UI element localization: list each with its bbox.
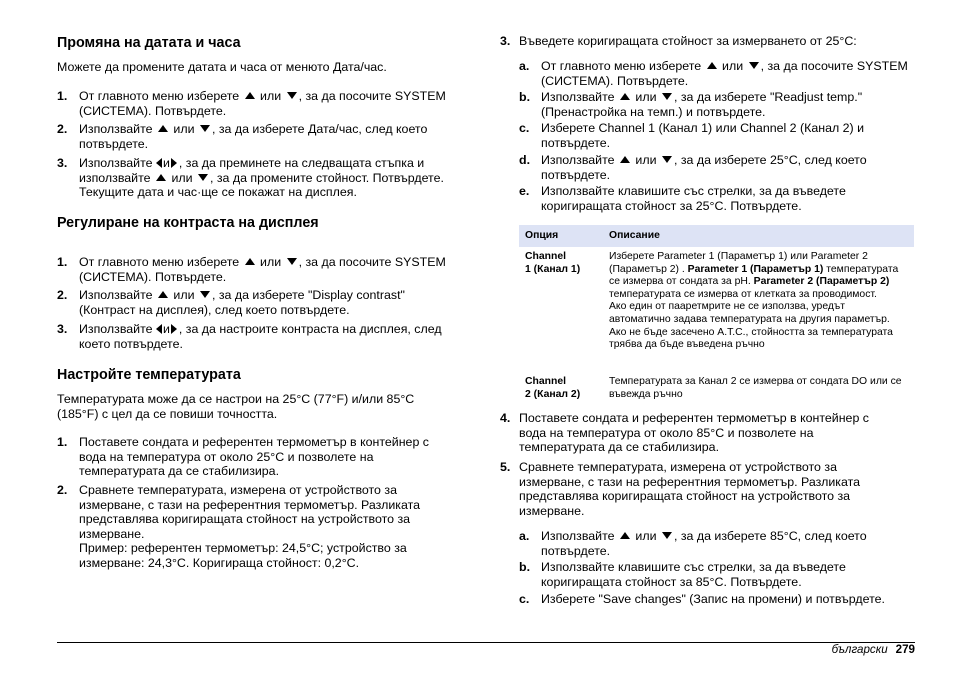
contrast-section-title: Регулиране на контраста на дисплея [57, 215, 319, 231]
table-row-channel-1-description: Изберете Parameter 1 (Параметър 1) или Parameter 2 (Параметър 2) . Parameter 1 (Параметър 1) температурата се измерва от сондата за pH. Parameter 2 (Параметър 2) температурата се измерва от клетката за проводимост. Ако един от пааретмрите не се използва, уредът автоматично задава температурата на другия параметър. Ако не бъде засечено A.T.C., стойността за температурата трябва да бъде въведена ръчно [609, 251, 899, 351]
temp-step-5: 5. Сравнете температурата, измерена от устройството за измерване, с тази на референтния термометър. Разликата представлява коригиращата стойност на устройството за измерване. [500, 460, 861, 518]
arrow-up-icon [620, 93, 630, 100]
date-section-title: Промяна на датата и часа [57, 35, 241, 51]
date-step-1: 1. От главното меню изберете или , за да посочите SYSTEM (СИСТЕМА). Потвърдете. [57, 89, 446, 118]
contrast-step-2: 2. Използвайте или , за да изберете "Display contrast" (Контраст на дисплея), след което потвърдете. [57, 288, 405, 317]
temp-step-1: 1. Поставете сондата и референтен термометър в контейнер с вода на температура от около 25°C и позволете на температурата да се стабилизира. [57, 435, 429, 478]
date-step-2: 2. Използвайте или , за да изберете Дата/час, след което потвърдете. [57, 122, 428, 151]
footer-language: български [831, 643, 888, 656]
temp-example: Пример: референтен термометър: 24,5°C; устройство за измерване: 24,3°C. Коригираща стойност: 0,2°C. [79, 541, 407, 570]
arrow-up-icon [245, 258, 255, 265]
arrow-down-icon [200, 125, 210, 132]
contrast-step-3: 3. Използвайте и , за да настроите контраста на дисплея, след което потвърдете. [57, 322, 442, 351]
temp-section-title: Настройте температурата [57, 367, 241, 383]
temp-step-5a: a. Използвайте или , за да изберете 85°C, след което потвърдете. [519, 529, 867, 558]
date-step-3: 3. Използвайте и , за да преминете на следващата стъпка и използвайте или , за да промените стойност. Потвърдете. Текущите дата и час·ще се покажат на дисплея. [57, 156, 444, 199]
temp-step-2: 2. Сравнете температурата, измерена от устройството за измерване, с тази на референтния термометър. Разликата представлява коригиращата стойност на устройството за измерване. Пример: референтен термометър: 24,5°C; устройство за измерване: 24,3°C. Коригираща стойност: 0,2°C. [57, 483, 421, 570]
temp-step-3e: e. Използвайте клавишите със стрелки, за да въведете коригиращата стойност за 25°C. Потвърдете. [519, 184, 846, 213]
temp-step-3c: c. Изберете Channel 1 (Канал 1) или Channel 2 (Канал 2) и потвърдете. [519, 121, 865, 150]
table-row-channel-2-option: Channel 2 (Канал 2) [525, 376, 581, 400]
options-table [519, 225, 914, 405]
arrow-up-icon [156, 174, 166, 181]
table-row-channel-1-option: Channel 1 (Канал 1) [525, 251, 581, 275]
table-row-channel-2-description: Температурата за Канал 2 се измерва от сондата DO или се въвежда ръчно [609, 376, 902, 400]
arrow-down-icon [287, 92, 297, 99]
temp-step-3: 3. Въведете коригиращата стойност за измерването от 25°C: [500, 34, 857, 48]
page-footer [700, 642, 915, 657]
temp-step-5c: c. Изберете "Save changes" (Запис на промени) и потвърдете. [519, 592, 885, 606]
arrow-up-icon [620, 156, 630, 163]
arrow-right-icon [171, 324, 177, 334]
arrow-right-icon [171, 158, 177, 168]
arrow-down-icon [287, 258, 297, 265]
date-section-intro: Можете да промените датата и часа от менюто Дата/час. [57, 60, 387, 74]
arrow-left-icon [156, 158, 162, 168]
temp-step-4: 4. Поставете сондата и референтен термометър в контейнер с вода на температура от около 85°C и позволете на температурата да се стабилизира. [500, 411, 869, 454]
temp-step-3a: a. От главното меню изберете или , за да посочите SYSTEM (СИСТЕМА). Потвърдете. [519, 59, 908, 88]
arrow-down-icon [662, 93, 672, 100]
arrow-down-icon [198, 174, 208, 181]
arrow-up-icon [707, 62, 717, 69]
temp-step-3d: d. Използвайте или , за да изберете 25°C, след което потвърдете. [519, 153, 867, 182]
temp-step-5b: b. Използвайте клавишите със стрелки, за да въведете коригиращата стойност за 85°C. Потвърдете. [519, 560, 846, 589]
temp-section-intro: Температурата може да се настрои на 25°C (77°F) и/или 85°C (185°F) с цел да се повиши точността. [57, 392, 415, 421]
arrow-up-icon [245, 92, 255, 99]
page-number: 279 [895, 643, 915, 656]
arrow-down-icon [200, 291, 210, 298]
arrow-up-icon [620, 532, 630, 539]
arrow-down-icon [749, 62, 759, 69]
table-header [519, 225, 914, 247]
temp-step-3b: b. Използвайте или , за да изберете "Readjust temp." (Пренастройка на темп.) и потвърдете. [519, 90, 863, 119]
arrow-left-icon [156, 324, 162, 334]
arrow-up-icon [158, 125, 168, 132]
table-header-description: Описание [609, 230, 660, 241]
table-header-option: Опция [525, 230, 559, 241]
arrow-up-icon [158, 291, 168, 298]
arrow-down-icon [662, 156, 672, 163]
contrast-step-1: 1. От главното меню изберете или , за да посочите SYSTEM (СИСТЕМА). Потвърдете. [57, 255, 446, 284]
arrow-down-icon [662, 532, 672, 539]
